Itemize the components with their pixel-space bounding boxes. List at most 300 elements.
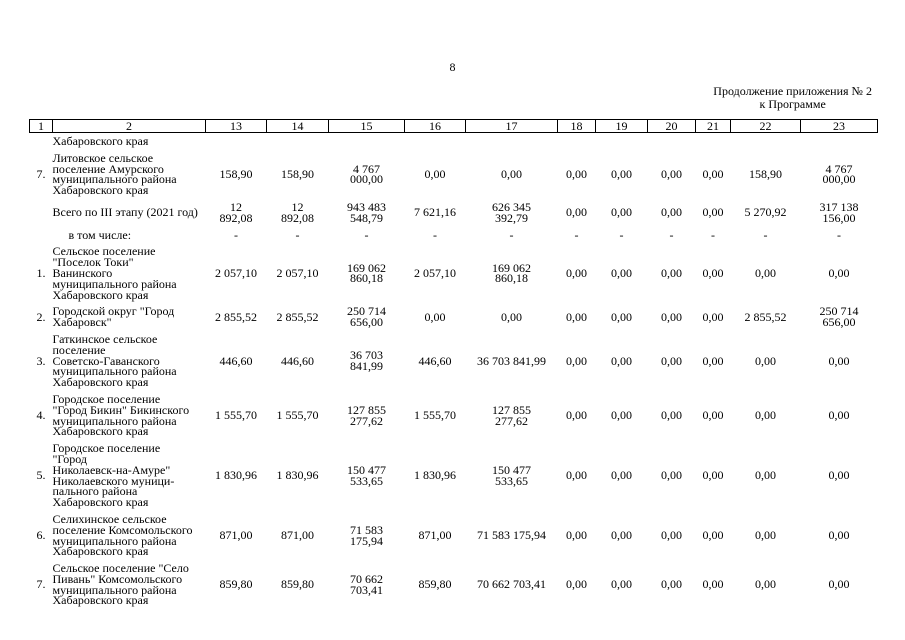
value: 2 057,10	[215, 265, 257, 280]
value-cell-col-22	[731, 511, 801, 560]
value: 4 767 000,00	[822, 161, 856, 187]
value-cell-col-17	[466, 199, 558, 227]
value-cell-col-21	[696, 303, 731, 331]
row-number: 4.	[36, 408, 46, 423]
value: 1 830,96	[276, 468, 319, 483]
value-cell-col-21	[696, 199, 731, 227]
value: 127 855 277,62	[347, 402, 386, 428]
value: 0,00	[611, 528, 632, 543]
value: 4 767 000,00	[350, 161, 383, 187]
name-line: муниципального района	[52, 582, 177, 597]
name-cell	[53, 199, 206, 227]
row-number-cell	[30, 199, 53, 227]
value: 12 892,08	[219, 199, 253, 225]
value: 317 138 156,00	[819, 199, 859, 225]
name-cell	[53, 227, 206, 244]
header-col-15: 15	[329, 120, 405, 133]
value-cell-col-18	[558, 303, 596, 331]
row-number: 1.	[36, 265, 46, 280]
total-row	[30, 199, 878, 227]
value: 0,00	[828, 528, 850, 543]
value-cell-col-19	[596, 133, 648, 150]
row-number: 7.	[36, 166, 46, 181]
value: 0,00	[702, 468, 724, 483]
value-cell-col-14	[267, 440, 329, 511]
value: -	[619, 227, 624, 242]
value-cell-col-16	[405, 133, 466, 150]
header-col-18: 18	[558, 120, 596, 133]
row-number-cell	[30, 227, 53, 244]
value-cell-col-13	[206, 227, 267, 244]
value-cell-col-20	[648, 440, 696, 511]
name-line: Городское поселение	[52, 391, 161, 406]
name-line: Хабаровского края	[52, 593, 149, 608]
value: 871,00	[281, 528, 314, 543]
value: 0,00	[702, 265, 724, 280]
table-row	[30, 133, 878, 150]
value: 71 583 175,94	[477, 528, 546, 543]
table-body	[30, 133, 878, 610]
value-cell-col-16	[405, 199, 466, 227]
value: 0,00	[828, 468, 850, 483]
value-cell-col-22	[731, 199, 801, 227]
value-cell-col-20	[648, 199, 696, 227]
value-cell-col-22	[731, 150, 801, 199]
value-cell-col-14	[267, 133, 329, 150]
value: -	[574, 227, 579, 242]
value-cell-col-17	[466, 560, 558, 609]
value: 158,90	[749, 166, 782, 181]
value-cell-col-15	[329, 150, 405, 199]
value: -	[711, 227, 715, 242]
value: 0,00	[755, 528, 776, 543]
value: 0,00	[566, 468, 587, 483]
value-cell-col-23	[801, 150, 878, 199]
name-cell	[53, 440, 206, 511]
value-cell-col-15	[329, 331, 405, 391]
value-cell-col-18	[558, 331, 596, 391]
value-cell-col-20	[648, 511, 696, 560]
value: 36 703 841,99	[477, 353, 546, 368]
value-cell-col-19	[596, 331, 648, 391]
value: 2 855,52	[744, 309, 787, 324]
value-cell-col-13	[206, 243, 267, 303]
value: 158,90	[281, 166, 314, 181]
value: 0,00	[755, 408, 776, 423]
value-cell-col-21	[696, 391, 731, 440]
value: 150 477 533,65	[347, 462, 386, 488]
value: 0,00	[755, 353, 776, 368]
value: 2 855,52	[215, 309, 257, 324]
value-cell-col-17	[466, 227, 558, 244]
value-cell-col-21	[696, 511, 731, 560]
value-cell-col-22	[731, 440, 801, 511]
value-cell-col-16	[405, 227, 466, 244]
value: 0,00	[661, 353, 682, 368]
value-cell-col-15	[329, 243, 405, 303]
header-col-13: 13	[206, 120, 267, 133]
value: 0,00	[755, 468, 776, 483]
value: 446,60	[418, 353, 452, 368]
value-cell-col-19	[596, 511, 648, 560]
value: 5 270,92	[744, 205, 787, 220]
value: 127 855 277,62	[492, 402, 531, 428]
value-cell-col-13	[206, 391, 267, 440]
name-cell	[53, 150, 206, 199]
name-line: Хабаровск"	[52, 315, 112, 330]
value: 0,00	[611, 309, 632, 324]
value-cell-col-23	[801, 199, 878, 227]
value-cell-col-19	[596, 440, 648, 511]
name-line: Советско-Гаванского	[52, 353, 160, 368]
value: 0,00	[611, 353, 632, 368]
value: -	[364, 227, 369, 242]
value: -	[669, 227, 674, 242]
value-cell-col-19	[596, 199, 648, 227]
value: 0,00	[828, 265, 850, 280]
value-cell-col-15	[329, 391, 405, 440]
value-cell-col-16	[405, 560, 466, 609]
value-cell-col-17	[466, 440, 558, 511]
row-number-cell	[30, 391, 53, 440]
name-line: муниципального района	[52, 276, 177, 291]
value: 0,00	[755, 577, 776, 592]
value: 0,00	[702, 577, 724, 592]
annex-line-2: к Программе	[759, 97, 826, 111]
value-cell-col-18	[558, 511, 596, 560]
value-cell-col-13	[206, 303, 267, 331]
name-line: поселение	[52, 342, 106, 357]
value-cell-col-20	[648, 560, 696, 609]
value: 0,00	[611, 577, 632, 592]
value: 0,00	[661, 265, 682, 280]
value-cell-col-21	[696, 243, 731, 303]
value-cell-col-20	[648, 303, 696, 331]
value: 943 483 548,79	[347, 199, 386, 225]
value-cell-col-13	[206, 199, 267, 227]
name-cell	[53, 391, 206, 440]
value-cell-col-21	[696, 150, 731, 199]
value: 70 662 703,41	[350, 571, 383, 597]
value-cell-col-16	[405, 440, 466, 511]
row-number-cell	[30, 243, 53, 303]
value-cell-col-20	[648, 331, 696, 391]
value-cell-col-14	[267, 150, 329, 199]
value: 0,00	[611, 166, 632, 181]
value: 0,00	[501, 166, 522, 181]
table-row	[30, 150, 878, 199]
value: 626 345 392,79	[492, 199, 531, 225]
value: 0,00	[702, 408, 724, 423]
appendix-table	[29, 119, 878, 609]
value-cell-col-15	[329, 227, 405, 244]
value: 2 057,10	[414, 265, 456, 280]
name-line: Сельское поселение	[52, 244, 156, 259]
header-col-1: 1	[30, 120, 53, 133]
name-cell	[53, 303, 206, 331]
value-cell-col-20	[648, 391, 696, 440]
annex-heading	[713, 85, 872, 111]
value-cell-col-16	[405, 150, 466, 199]
value-cell-col-23	[801, 227, 878, 244]
value: 0,00	[661, 468, 682, 483]
value: -	[433, 227, 437, 242]
value: 1 830,96	[215, 468, 257, 483]
value: 250 714 656,00	[819, 304, 859, 330]
name-line: Хабаровского края	[52, 375, 149, 390]
header-col-17: 17	[466, 120, 558, 133]
value-cell-col-13	[206, 331, 267, 391]
value: 0,00	[611, 468, 632, 483]
value-cell-col-17	[466, 133, 558, 150]
value-cell-col-23	[801, 243, 878, 303]
name-line: Хабаровского края	[52, 424, 149, 439]
name-line: муниципального района	[52, 533, 177, 548]
header-col-14: 14	[267, 120, 329, 133]
row-number: 3.	[36, 353, 46, 368]
value: 12 892,08	[281, 199, 314, 225]
value: -	[763, 227, 768, 242]
value: -	[837, 227, 841, 242]
value: 250 714 656,00	[347, 304, 386, 330]
value-cell-col-19	[596, 303, 648, 331]
value-cell-col-23	[801, 303, 878, 331]
value: 0,00	[566, 166, 587, 181]
value-cell-col-23	[801, 511, 878, 560]
value-cell-col-22	[731, 391, 801, 440]
value-cell-col-23	[801, 440, 878, 511]
value: 0,00	[424, 309, 446, 324]
value-cell-col-15	[329, 199, 405, 227]
value: 0,00	[611, 408, 632, 423]
table-row	[30, 303, 878, 331]
value-cell-col-19	[596, 227, 648, 244]
name-line: муниципального района	[52, 172, 177, 187]
value-cell-col-14	[267, 303, 329, 331]
value-cell-col-18	[558, 391, 596, 440]
value: 0,00	[566, 408, 587, 423]
value-cell-col-17	[466, 150, 558, 199]
value: 0,00	[661, 309, 682, 324]
name-cell	[53, 243, 206, 303]
name-line: Селихинское сельское	[52, 511, 167, 526]
name-cell	[53, 560, 206, 609]
value-cell-col-14	[267, 331, 329, 391]
header-col-22: 22	[731, 120, 801, 133]
value: 0,00	[566, 265, 587, 280]
value-cell-col-16	[405, 243, 466, 303]
header-col-2: 2	[53, 120, 206, 133]
header-col-21: 21	[696, 120, 731, 133]
value: 0,00	[755, 265, 776, 280]
value: 0,00	[828, 353, 850, 368]
value-cell-col-15	[329, 560, 405, 609]
value: 7 621,16	[414, 205, 456, 220]
value: 859,80	[418, 577, 452, 592]
value: 169 062 860,18	[347, 260, 386, 286]
value-cell-col-18	[558, 150, 596, 199]
name-line: Сельское поселение "Село	[52, 561, 189, 576]
value-cell-col-22	[731, 133, 801, 150]
value: 0,00	[424, 166, 446, 181]
name-line: муниципального района	[52, 413, 177, 428]
name-line: Хабаровского края	[52, 495, 149, 510]
value: 0,00	[702, 353, 724, 368]
value-cell-col-19	[596, 391, 648, 440]
value: 1 555,70	[215, 408, 257, 423]
row-number-cell	[30, 303, 53, 331]
value-cell-col-23	[801, 133, 878, 150]
value: -	[295, 227, 300, 242]
value-cell-col-13	[206, 511, 267, 560]
value: 0,00	[828, 577, 850, 592]
value-cell-col-20	[648, 133, 696, 150]
value: 0,00	[661, 577, 682, 592]
name-line: муниципального района	[52, 364, 177, 379]
value: 859,80	[281, 577, 314, 592]
page-number: 8	[449, 60, 456, 74]
value-cell-col-22	[731, 303, 801, 331]
value-cell-col-22	[731, 331, 801, 391]
value: 0,00	[566, 205, 587, 220]
table-header	[30, 120, 878, 133]
value-cell-col-14	[267, 227, 329, 244]
name-cell	[53, 133, 206, 150]
subheading-row	[30, 227, 878, 244]
value-cell-col-17	[466, 511, 558, 560]
value: 871,00	[219, 528, 253, 543]
name-line: Городское поселение	[52, 441, 161, 456]
name-line: в том числе:	[68, 227, 132, 242]
value-cell-col-18	[558, 133, 596, 150]
value-cell-col-21	[696, 133, 731, 150]
name-line: Хабаровского края	[52, 544, 149, 559]
value-cell-col-21	[696, 560, 731, 609]
row-number-cell	[30, 560, 53, 609]
value-cell-col-13	[206, 560, 267, 609]
value-cell-col-19	[596, 560, 648, 609]
value: 169 062 860,18	[492, 260, 531, 286]
value-cell-col-18	[558, 243, 596, 303]
name-line: Гаткинское сельское	[52, 331, 158, 346]
name-line: "Город	[52, 451, 88, 466]
name-line: поселение Комсомольского	[52, 522, 193, 537]
value-cell-col-18	[558, 227, 596, 244]
value: 70 662 703,41	[477, 577, 546, 592]
table-row	[30, 391, 878, 440]
value: 150 477 533,65	[492, 462, 531, 488]
value-cell-col-17	[466, 303, 558, 331]
name-line: Хабаровского края	[52, 183, 149, 198]
name-line: Хабаровского края	[52, 134, 149, 148]
table-row	[30, 243, 878, 303]
value: 1 555,70	[414, 408, 456, 423]
row-number: 5.	[36, 468, 46, 483]
value-cell-col-15	[329, 133, 405, 150]
name-cell	[53, 331, 206, 391]
name-line: "Город Бикин" Бикинского	[52, 402, 190, 417]
value-cell-col-20	[648, 243, 696, 303]
annex-line-1: Продолжение приложения № 2	[713, 84, 872, 98]
name-line: Николаевского муници-	[52, 473, 175, 488]
value: 0,00	[501, 309, 522, 324]
value: 859,80	[219, 577, 253, 592]
value-cell-col-15	[329, 303, 405, 331]
name-line: Ванинского	[52, 265, 113, 280]
row-number: 2.	[36, 309, 46, 324]
value-cell-col-19	[596, 243, 648, 303]
value-cell-col-21	[696, 227, 731, 244]
value-cell-col-14	[267, 560, 329, 609]
value: 0,00	[566, 309, 587, 324]
value: 0,00	[661, 408, 682, 423]
value: 0,00	[661, 166, 682, 181]
value: 0,00	[702, 205, 724, 220]
name-line: Всего по III этапу (2021 год)	[52, 205, 198, 220]
value-cell-col-20	[648, 150, 696, 199]
value: 0,00	[566, 528, 587, 543]
name-line: Пивань" Комсомольского	[52, 571, 183, 586]
value-cell-col-15	[329, 511, 405, 560]
value-cell-col-19	[596, 150, 648, 199]
value: 2 855,52	[276, 309, 319, 324]
header-col-16: 16	[405, 120, 466, 133]
value: 0,00	[566, 577, 587, 592]
value: 0,00	[702, 166, 724, 181]
value-cell-col-22	[731, 227, 801, 244]
row-number-cell	[30, 511, 53, 560]
name-line: Литовское сельское	[52, 150, 154, 165]
value: 1 830,96	[414, 468, 456, 483]
row-number-cell	[30, 331, 53, 391]
row-number: 7.	[36, 577, 46, 592]
value-cell-col-14	[267, 391, 329, 440]
value: 0,00	[611, 265, 632, 280]
value-cell-col-16	[405, 511, 466, 560]
value-cell-col-14	[267, 511, 329, 560]
value-cell-col-18	[558, 440, 596, 511]
value-cell-col-20	[648, 227, 696, 244]
value: 36 703 841,99	[350, 348, 383, 373]
value: 0,00	[702, 309, 724, 324]
table-row	[30, 440, 878, 511]
value-cell-col-21	[696, 331, 731, 391]
value: 0,00	[702, 528, 724, 543]
value-cell-col-16	[405, 331, 466, 391]
header-col-19: 19	[596, 120, 648, 133]
value: 0,00	[828, 408, 850, 423]
name-line: поселение Амурского	[52, 161, 164, 176]
value-cell-col-14	[267, 243, 329, 303]
value-cell-col-13	[206, 133, 267, 150]
value: 0,00	[566, 353, 587, 368]
name-line: "Поселок Токи"	[52, 255, 134, 270]
value-cell-col-22	[731, 243, 801, 303]
name-line: пального района	[52, 484, 138, 499]
value-cell-col-23	[801, 391, 878, 440]
value-cell-col-18	[558, 199, 596, 227]
value: 0,00	[661, 528, 682, 543]
value: 446,60	[219, 353, 253, 368]
value: 158,90	[219, 166, 253, 181]
value-cell-col-16	[405, 391, 466, 440]
value-cell-col-17	[466, 391, 558, 440]
table-row	[30, 560, 878, 609]
value-cell-col-17	[466, 331, 558, 391]
value-cell-col-21	[696, 440, 731, 511]
row-number: 6.	[36, 528, 46, 543]
header-row	[30, 120, 878, 133]
